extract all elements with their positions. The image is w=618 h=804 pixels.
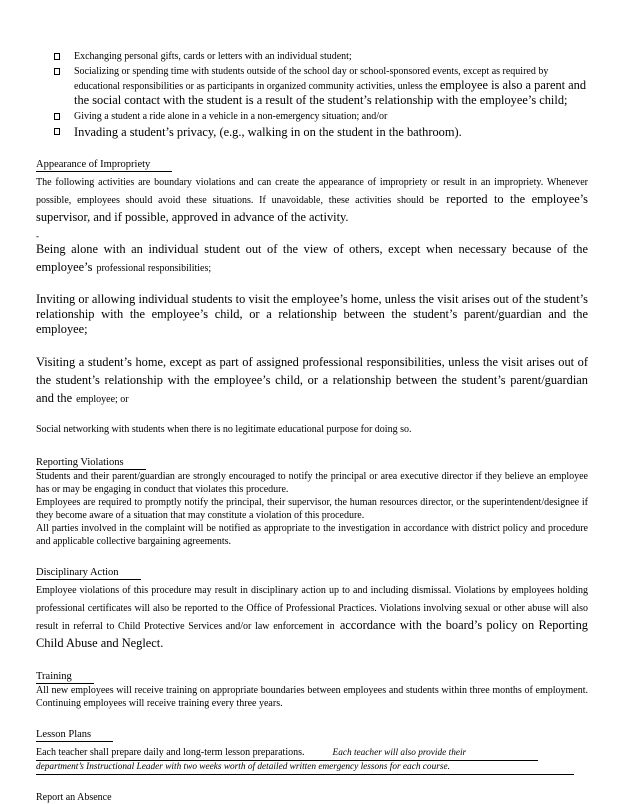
absence-section (36, 791, 588, 804)
section-heading: Training (36, 670, 94, 684)
lesson-plans-note: department’s Instructional Leader with two weeks worth of detailed written emergency lessons for each course. (36, 761, 574, 775)
section-heading: Lesson Plans (36, 728, 113, 742)
section-heading: Appearance of Impropriety (36, 158, 172, 172)
impropriety-item: Visiting a student’s home, except as part of assigned professional responsibilities, unless the visit arises out of the student’s relationship with the employee’s child, or a relationship between the student’s parent/guardian and the employee; or (36, 355, 588, 405)
checkbox-bullet-icon (54, 113, 60, 120)
section-heading: Disciplinary Action (36, 566, 141, 580)
checkbox-bullet-icon (54, 68, 60, 75)
bullet-item: Giving a student a ride alone in a vehicle in a non-emergency situation; and/or (54, 110, 588, 123)
impropriety-item: Inviting or allowing individual students to visit the employee’s home, unless the visit arises out of the student’s relationship with the employee’s child, or a relationship between the student’s parent/guardian and the employee; (36, 292, 588, 336)
impropriety-intro: The following activities are boundary violations and can create the appearance of impropriety or result in an impropriety. Whenever possible, employees should avoid these situations. If unavoidable, these activities should be reported to the employee’s supervisor, and if possible, approved in advance of the activity. (36, 177, 588, 224)
checkbox-bullet-icon (54, 53, 60, 60)
training-section (36, 666, 588, 710)
checkbox-bullet-icon (54, 128, 60, 135)
lesson-plans-line: Each teacher shall prepare daily and long-term lesson preparations. Each teacher will also provide their (36, 742, 538, 761)
bullet-item: Invading a student’s privacy, (e.g., walking in on the student in the bathroom). (54, 125, 588, 140)
bullet-item: Exchanging personal gifts, cards or letters with an individual student; (54, 50, 588, 63)
disciplinary-paragraph: Employee violations of this procedure may result in disciplinary action up to and including dismissal. Violations by employees holding professional certificates will also be reported to the Office of Professional Practices. Violations involving sexual or other abuse will also result in referral to Child Protective Services and/or law enforcement in accordance with the board’s policy on Reporting Child Abuse and Neglect. (36, 585, 589, 650)
lesson-plans-section (36, 724, 588, 775)
reporting-paragraph: All parties involved in the complaint will be notified as appropriate to the investigation in accordance with district policy and procedure and applicable collective bargaining agreements. (36, 523, 588, 547)
section-heading: Report an Absence (36, 792, 112, 803)
impropriety-item: Social networking with students when there is no legitimate educational purpose for doing so. (36, 424, 412, 435)
reporting-paragraph: Students and their parent/guardian are strongly encouraged to notify the principal or area executive director if they believe an employee has or may be engaging in conduct that violates this procedure. (36, 471, 588, 495)
bullet-item: Socializing or spending time with students outside of the school day or school-sponsored events, except as required by educational responsibilities or as participants in organized community activities, unless the employee is also a parent and the social contact with the student is a result of the student’s relationship with the employee’s child; (54, 65, 588, 108)
training-paragraph: All new employees will receive training on appropriate boundaries between employees and students within three months of employment. Continuing employees will receive training every three years. (36, 685, 588, 709)
reporting-section (36, 452, 588, 548)
bullet-list (54, 50, 588, 140)
disciplinary-section (36, 562, 588, 652)
section-heading: Reporting Violations (36, 456, 146, 470)
impropriety-item: Being alone with an individual student out of the view of others, except when necessary because of the employee’s professional responsibilities; (36, 242, 588, 274)
dash-marker: - (36, 231, 39, 241)
impropriety-section (36, 154, 588, 436)
reporting-paragraph: Employees are required to promptly notify the principal, their supervisor, the human resources director, or the superintendent/designee if they become aware of a situation that may constitute a violation of this procedure. (36, 497, 588, 521)
